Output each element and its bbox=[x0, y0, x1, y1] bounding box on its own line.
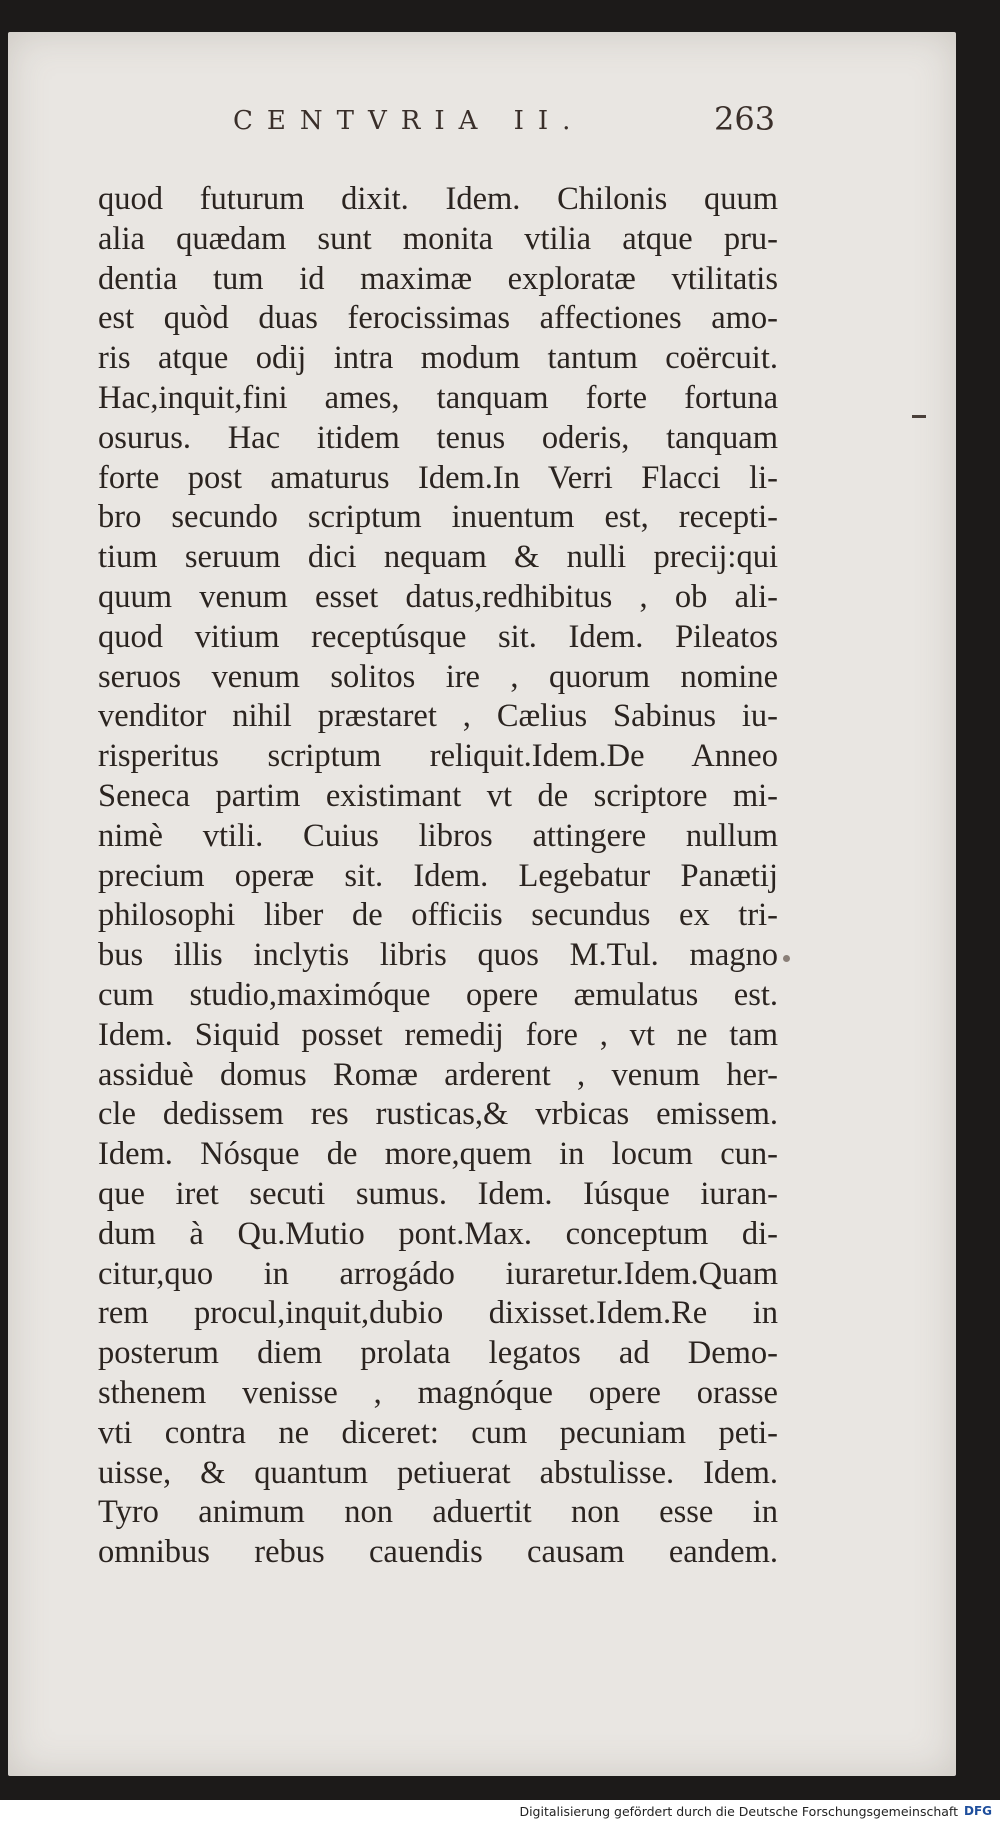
text-line: tium seruum dici nequam & nulli precij:qui bbox=[98, 539, 778, 576]
text-line: osurus. Hac itidem tenus oderis, tanquam bbox=[98, 419, 778, 456]
text-line: Seneca partim existimant vt de scriptore mi- bbox=[98, 777, 778, 814]
text-line: alia quædam sunt monita vtilia atque pru- bbox=[98, 220, 778, 257]
text-line: bro secundo scriptum inuentum est, recepti- bbox=[98, 499, 778, 536]
text-line: omnibus rebus cauendis causam eandem. bbox=[98, 1534, 778, 1571]
text-line: Idem. Siquid posset remedij fore , vt ne tam bbox=[98, 1016, 778, 1053]
text-line: posterum diem prolata legatos ad Demo- bbox=[98, 1335, 778, 1372]
text-line: Hac,inquit,fini ames, tanquam forte fortuna bbox=[98, 379, 778, 416]
text-line: bus illis inclytis libris quos M.Tul. magno bbox=[98, 937, 778, 974]
text-line: precium operæ sit. Idem. Legebatur Panætij bbox=[98, 857, 778, 894]
text-line: seruos venum solitos ire , quorum nomine bbox=[98, 658, 778, 695]
text-line: que iret secuti sumus. Idem. Iúsque iuran- bbox=[98, 1175, 778, 1212]
text-line: sthenem venisse , magnóque opere orasse bbox=[98, 1374, 778, 1411]
text-line: quod futurum dixit. Idem. Chilonis quum bbox=[98, 181, 778, 217]
dfg-logo-icon: DFG bbox=[963, 1804, 992, 1818]
text-line: quod vitium receptúsque sit. Idem. Pileatos bbox=[98, 618, 778, 655]
book-page bbox=[8, 32, 956, 1776]
text-line: forte post amaturus Idem.In Verri Flacci li- bbox=[98, 459, 778, 496]
text-line: risperitus scriptum reliquit.Idem.De Anneo bbox=[98, 738, 778, 775]
text-line: citur,quo in arrogádo iuraretur.Idem.Quam bbox=[98, 1255, 778, 1292]
funding-credit: Digitalisierung gefördert durch die Deutsche Forschungsgemeinschaft bbox=[519, 1804, 958, 1819]
text-line: dentia tum id maximæ exploratæ vtilitatis bbox=[98, 260, 778, 297]
text-line: vti contra ne diceret: cum pecuniam peti- bbox=[98, 1414, 778, 1451]
page-header bbox=[8, 92, 956, 152]
text-line: uisse, & quantum petiuerat abstulisse. Idem. bbox=[98, 1454, 778, 1491]
text-line: venditor nihil præstaret , Cælius Sabinus iu- bbox=[98, 698, 778, 735]
ink-spot bbox=[783, 955, 790, 962]
body-text bbox=[98, 180, 778, 1573]
text-line: assiduè domus Romæ arderent , venum her- bbox=[98, 1056, 778, 1093]
text-line: Idem. Nósque de more,quem in locum cun- bbox=[98, 1136, 778, 1173]
text-line: nimè vtili. Cuius libros attingere nullum bbox=[98, 817, 778, 854]
page-number: 263 bbox=[714, 100, 776, 138]
text-line: ris atque odij intra modum tantum coërcuit. bbox=[98, 340, 778, 377]
text-line: Tyro animum non aduertit non esse in bbox=[98, 1494, 778, 1531]
text-line: philosophi liber de officiis secundus ex tri- bbox=[98, 897, 778, 934]
text-line: rem procul,inquit,dubio dixisset.Idem.Re in bbox=[98, 1295, 778, 1332]
text-line: dum à Qu.Mutio pont.Max. conceptum di- bbox=[98, 1215, 778, 1252]
text-line: cum studio,maximóque opere æmulatus est. bbox=[98, 976, 778, 1013]
text-line: cle dedissem res rusticas,& vrbicas emissem. bbox=[98, 1096, 778, 1133]
text-line: quum venum esset datus,redhibitus , ob ali- bbox=[98, 578, 778, 615]
margin-mark bbox=[912, 415, 926, 418]
footer-bar bbox=[0, 1800, 1000, 1822]
text-line: est quòd duas ferocissimas affectiones amo- bbox=[98, 300, 778, 337]
running-title: CENTVRIA II. bbox=[233, 106, 585, 136]
